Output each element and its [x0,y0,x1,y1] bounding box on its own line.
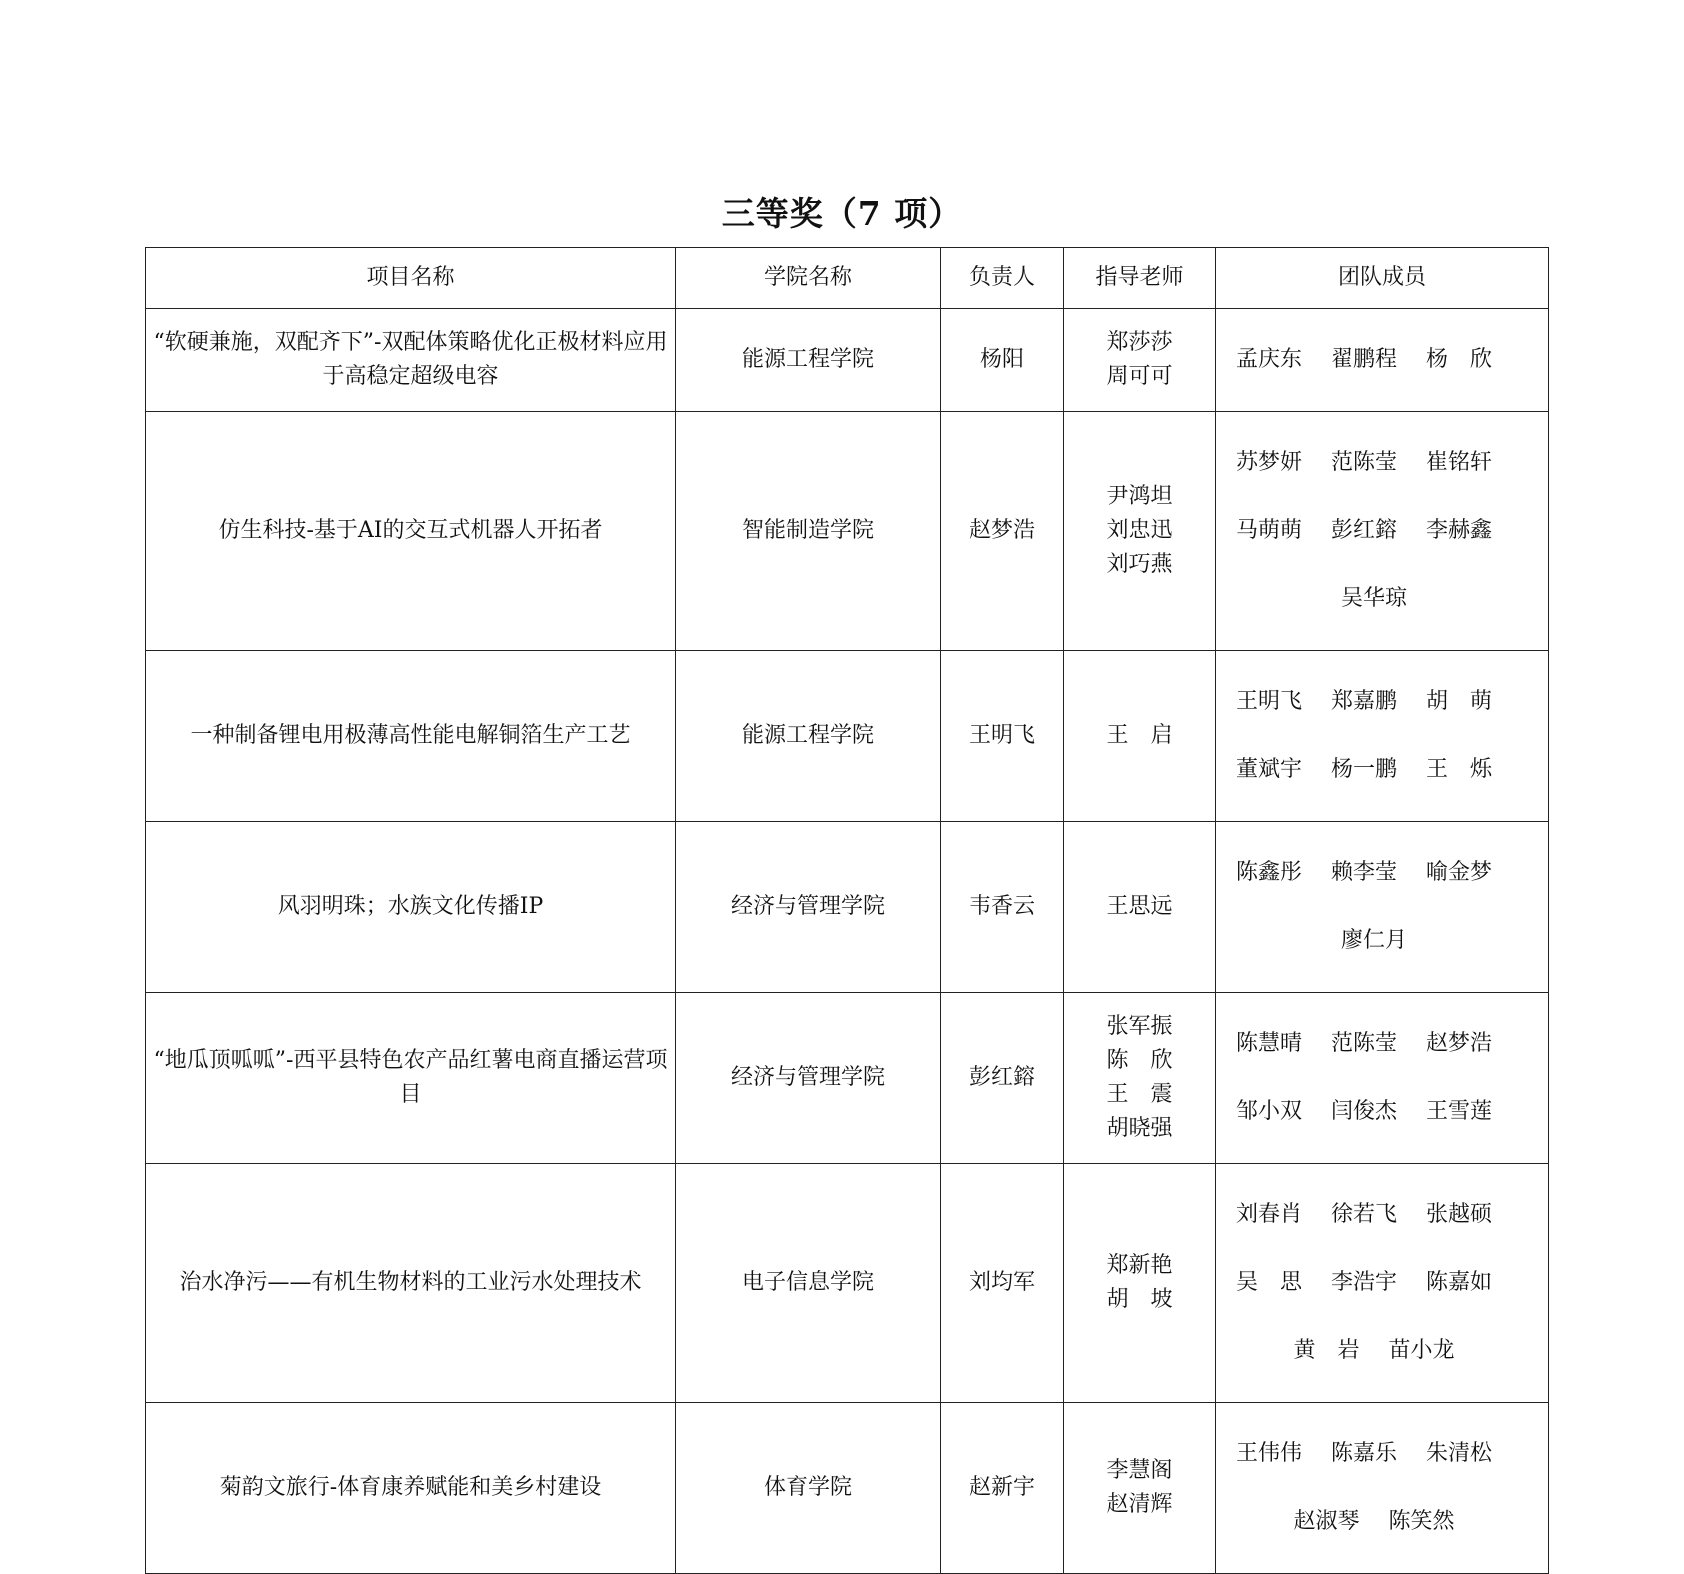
advisor: 陈 欣 [1106,1048,1173,1073]
members-cell [1216,993,1549,1164]
member-line: 王明飞 郑嘉鹏 胡 萌 [1236,689,1492,714]
college-cell: 能源工程学院 [676,309,941,412]
project-name-cell: 一种制备锂电用极薄高性能电解铜箔生产工艺 [146,651,676,822]
member-line: 陈鑫彤 赖李莹 喻金梦 [1236,860,1492,885]
member-line: 邹小双 闫俊杰 王雪莲 [1236,1099,1492,1124]
college-cell: 体育学院 [676,1403,941,1574]
header-leader: 负责人 [941,248,1064,309]
project-name-cell: 菊韵文旅行-体育康养赋能和美乡村建设 [146,1403,676,1574]
leader-cell: 杨阳 [941,309,1064,412]
advisor-cell [1064,412,1216,651]
college-cell: 经济与管理学院 [676,822,941,993]
advisor: 刘忠迅 [1106,518,1173,543]
member-line: 孟庆东 翟鹏程 杨 欣 [1236,347,1492,372]
members-cell [1216,822,1549,993]
advisor: 周可可 [1106,364,1173,389]
leader-cell: 赵新宇 [941,1403,1064,1574]
advisor-cell [1064,822,1216,993]
header-team-members: 团队成员 [1216,248,1549,309]
members-cell [1216,1403,1549,1574]
member-line: 马萌萌 彭红鎔 李赫鑫 [1236,518,1492,543]
advisor: 郑莎莎 [1106,330,1173,355]
header-college-name: 学院名称 [676,248,941,309]
college-cell: 电子信息学院 [676,1164,941,1403]
college-cell: 经济与管理学院 [676,993,941,1164]
advisor: 胡晓强 [1106,1116,1173,1141]
college-cell: 能源工程学院 [676,651,941,822]
college-cell: 智能制造学院 [676,412,941,651]
project-name-cell: 仿生科技-基于AI的交互式机器人开拓者 [146,412,676,651]
member-line: 刘春肖 徐若飞 张越硕 [1236,1202,1492,1227]
member-line: 陈慧晴 范陈莹 赵梦浩 [1236,1031,1492,1056]
project-name-cell: “软硬兼施，双配齐下”-双配体策略优化正极材料应用于高稳定超级电容 [146,309,676,412]
header-project-name: 项目名称 [146,248,676,309]
table-row [146,1164,1549,1403]
member-line: 吴华琼 [1340,586,1407,611]
table-row [146,412,1549,651]
leader-cell: 韦香云 [941,822,1064,993]
leader-cell: 刘均军 [941,1164,1064,1403]
member-line: 董斌宇 杨一鹏 王 烁 [1236,757,1492,782]
table-header-row [146,248,1549,309]
awards-table [145,247,1549,1574]
project-name-cell: “地瓜顶呱呱”-西平县特色农产品红薯电商直播运营项目 [146,993,676,1164]
members-cell [1216,412,1549,651]
member-line: 廖仁月 [1340,928,1407,953]
table-row [146,822,1549,993]
advisor-cell [1064,993,1216,1164]
members-cell [1216,309,1549,412]
advisor: 赵清辉 [1106,1492,1173,1517]
advisor: 刘巧燕 [1106,552,1173,577]
advisor: 郑新艳 [1106,1253,1173,1278]
table-row [146,651,1549,822]
leader-cell: 王明飞 [941,651,1064,822]
advisor-cell [1064,651,1216,822]
table-row [146,1403,1549,1574]
members-cell [1216,1164,1549,1403]
advisor: 胡 坡 [1106,1287,1173,1312]
member-line: 苏梦妍 范陈莹 崔铭轩 [1236,450,1492,475]
header-advisor: 指导老师 [1064,248,1216,309]
advisor: 尹鸿坦 [1106,484,1173,509]
page-title: 三等奖（7 项） [721,194,963,233]
advisor: 李慧阁 [1106,1458,1173,1483]
table-row [146,309,1549,412]
leader-cell: 彭红鎔 [941,993,1064,1164]
leader-cell: 赵梦浩 [941,412,1064,651]
advisor-cell [1064,309,1216,412]
advisor: 王思远 [1106,894,1173,919]
table-row [146,993,1549,1164]
members-cell [1216,651,1549,822]
advisor: 张军振 [1106,1014,1173,1039]
member-line: 赵淑琴 陈笑然 [1293,1509,1455,1534]
member-line: 黄 岩 苗小龙 [1293,1338,1455,1363]
advisor: 王 震 [1106,1082,1173,1107]
advisor-cell [1064,1403,1216,1574]
project-name-cell: 治水净污——有机生物材料的工业污水处理技术 [146,1164,676,1403]
advisor: 王 启 [1106,723,1173,748]
member-line: 王伟伟 陈嘉乐 朱清松 [1236,1441,1492,1466]
member-line: 吴 思 李浩宇 陈嘉如 [1236,1270,1492,1295]
advisor-cell [1064,1164,1216,1403]
project-name-cell: 风羽明珠；水族文化传播IP [146,822,676,993]
